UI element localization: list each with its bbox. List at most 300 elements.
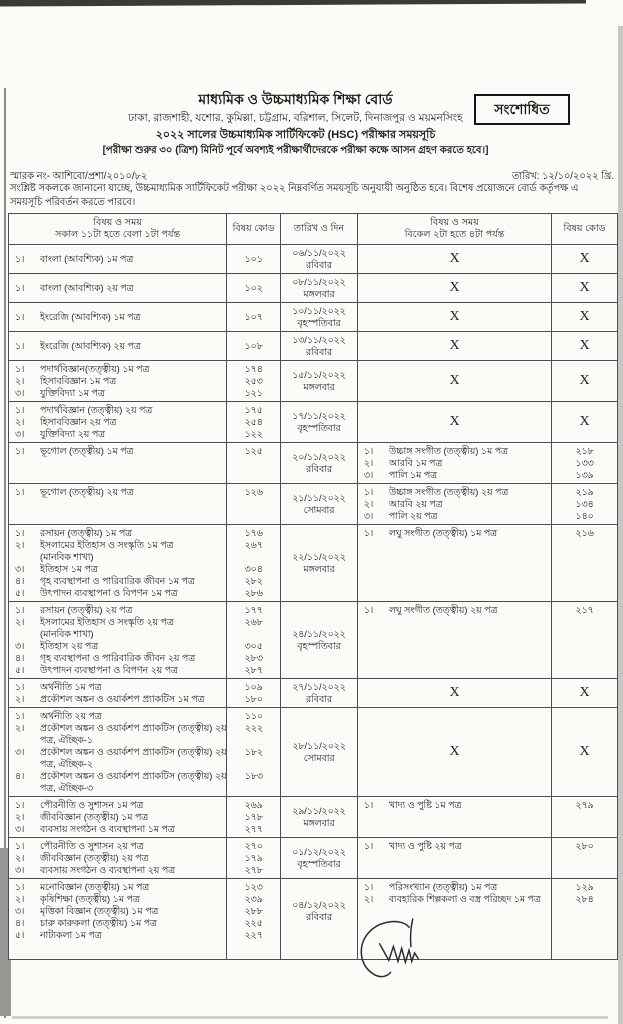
subject-code: ১০৮: [244, 341, 263, 351]
afternoon-subject-cell: [358, 838, 552, 878]
subject-serial: ১।: [15, 528, 25, 538]
morning-code-cell: [227, 879, 281, 959]
subject-serial: ১।: [15, 841, 25, 851]
subject-serial: ২।: [15, 894, 25, 904]
subject-line: উৎপাদন ব্যবস্থাপনা ও বিপণন ১ম পত্র: [40, 588, 178, 598]
subject-lines: [389, 840, 551, 852]
schedule-row: [9, 402, 617, 443]
subject-serial: ৪।: [15, 918, 25, 928]
subject-code: ২৭৯: [575, 800, 594, 810]
subject-item: [9, 416, 226, 428]
subject-code: ১৭৭: [244, 605, 263, 615]
subject-line: ইংরেজি (আবশ্যিক) ১ম পত্র: [40, 312, 141, 322]
subject-lines: [40, 282, 226, 294]
morning-subject-cell: [9, 245, 227, 273]
date-line: রবিবার: [306, 464, 332, 474]
subject-code: ২১৯: [575, 487, 594, 497]
memo-number: স্মারক নং- আশিবো/প্রশা/২০১০/৮২: [10, 171, 148, 182]
subject-code-spacer: [227, 551, 280, 563]
date-cell: [281, 838, 358, 878]
schedule-row: [9, 274, 617, 303]
subject-serial: ৩।: [15, 429, 25, 439]
subject-serial: ১।: [15, 254, 25, 264]
date-line: রবিবার: [306, 260, 332, 270]
subject-line: ইসলামের ইতিহাস ও সংস্কৃতি ২য় পত্র: [40, 617, 174, 627]
subject-item: [9, 840, 226, 852]
no-afternoon-code-mark: X: [579, 251, 590, 266]
subject-item: [358, 469, 551, 481]
date-line: বৃহস্পতিবার: [297, 859, 341, 869]
subject-serial: ৩।: [15, 388, 25, 398]
subject-code: ২৮৬: [244, 588, 263, 598]
date-line: বৃহস্পতিবার: [297, 641, 341, 651]
date-line: ২৪/১১/২০২২: [292, 629, 346, 639]
subject-line: কৃষিশিক্ষা (তত্ত্বীয়) ১ম পত্র: [40, 894, 140, 904]
morning-subject-cell: [9, 708, 227, 796]
afternoon-code-cell: [552, 879, 617, 959]
date-line: ০৮/১১/২০২২: [292, 277, 346, 287]
subject-line: প্রকৌশল অঙ্কন ও ওয়ার্কশপ প্র্যাকটিস (তত্ত্বীয়) ২য়: [40, 723, 227, 733]
subject-line: গৃহ ব্যবস্থাপনা ও পারিবারিক জীবন ২য় পত্র: [40, 653, 196, 663]
date-line: ০৪/১২/২০২২: [292, 900, 346, 910]
subject-line: পৌরনীতি ও সুশাসন ২য় পত্র: [40, 841, 144, 851]
subject-code: ২৬৭: [244, 540, 263, 550]
subject-serial: ১।: [15, 405, 25, 415]
subject-serial: ১।: [15, 364, 25, 374]
header-code-label: বিষয় কোড: [232, 222, 275, 234]
subject-code: ২২৫: [244, 918, 263, 928]
subject-item: [9, 616, 226, 640]
date-cell: [281, 361, 358, 401]
subject-line: অর্থনীতি ২য় পত্র: [40, 711, 102, 721]
subject-code: ১৭৯: [244, 853, 263, 863]
subject-item: [358, 445, 551, 457]
subject-item: [9, 486, 226, 498]
subject-code: ১৮০: [244, 694, 263, 704]
subject-line: জীববিজ্ঞান (তত্ত্বীয়) ২য় পত্র: [40, 853, 149, 863]
morning-subject-cell: [9, 303, 227, 331]
subject-line: হিসাববিজ্ঞান ২য় পত্র: [40, 417, 117, 427]
schedule-row: [9, 797, 617, 838]
scan-edge-top: [0, 0, 586, 7]
no-afternoon-exam-mark: X: [358, 303, 552, 331]
subject-line: পদার্থবিজ্ঞান(তত্ত্বীয়) ১ম পত্র: [40, 364, 150, 374]
no-afternoon-code-mark: X: [579, 338, 590, 353]
subject-lines: [389, 527, 551, 539]
subject-item: [9, 811, 226, 823]
subject-lines: [40, 929, 226, 941]
subject-code: ১২৫: [244, 446, 263, 456]
subject-code-spacer: [227, 782, 280, 794]
date-cell: [281, 708, 358, 796]
date-line: ২৯/১১/২০২২: [292, 806, 346, 816]
morning-code-cell: [227, 303, 281, 331]
subject-line: খাদ্য ও পুষ্টি ২য় পত্র: [388, 841, 462, 851]
schedule-row: [9, 443, 617, 484]
morning-code-cell: [227, 332, 281, 360]
subject-item: [9, 664, 226, 676]
subject-item: [9, 710, 226, 722]
subject-item: [9, 893, 226, 905]
no-afternoon-code-mark: X: [579, 414, 590, 429]
subject-line: মৃত্তিকা বিজ্ঞান (তত্ত্বীয়) ১ম পত্র: [40, 906, 159, 916]
schedule-row: [9, 332, 617, 361]
morning-subject-cell: [9, 525, 227, 601]
subject-line: রসায়ন (তত্ত্বীয়) ১ম পত্র: [40, 528, 132, 538]
subject-line: অর্থনীতি ১ম পত্র: [40, 682, 102, 692]
subject-serial: ২।: [15, 540, 25, 550]
header-afternoon-code: [552, 214, 617, 244]
subject-line: বাংলা (আবশ্যিক) ১ম পত্র: [40, 254, 134, 264]
morning-code-cell: [227, 708, 281, 796]
date-cell: [281, 303, 358, 331]
scan-edge-right: [618, 26, 623, 1024]
subject-serial: ১।: [363, 605, 374, 615]
subject-line: উচ্চাঙ্গ সংগীত (তত্ত্বীয়) ১ম পত্র: [388, 446, 508, 456]
schedule-row: [9, 525, 617, 602]
subject-line: উচ্চাঙ্গ সংগীত (তত্ত্বীয়) ২য় পত্র: [388, 487, 509, 497]
subject-code: ২৮৭: [244, 665, 263, 675]
subject-item: [358, 840, 551, 852]
morning-code-cell: [227, 838, 281, 878]
no-afternoon-exam-mark: X: [358, 245, 552, 273]
subject-code: ২৭৮: [244, 865, 263, 875]
subject-line: ভূগোল (তত্ত্বীয়) ২য় পত্র: [40, 487, 134, 497]
subject-item: [9, 770, 226, 794]
subject-lines: [40, 840, 226, 852]
subject-serial: ১।: [15, 882, 25, 892]
subject-code: ২২২: [244, 723, 263, 733]
subject-serial: ২।: [363, 894, 374, 904]
subject-lines: [40, 387, 226, 399]
morning-subject-cell: [9, 838, 227, 878]
schedule-table-body: [9, 245, 617, 959]
morning-code-cell: [227, 602, 281, 678]
subject-code: ১০৭: [244, 312, 263, 322]
afternoon-code-cell: [552, 602, 617, 678]
subject-lines: [389, 881, 551, 893]
morning-code-cell: [227, 484, 281, 524]
exam-schedule-table: [8, 213, 618, 960]
subject-code: ২১৭: [575, 605, 594, 615]
subject-item: [358, 604, 551, 616]
subject-lines: [40, 445, 226, 457]
afternoon-code-cell: [552, 797, 617, 837]
subject-serial: ১।: [363, 882, 374, 892]
subject-code: ১৭৬: [244, 528, 263, 538]
schedule-row: [9, 361, 617, 402]
no-afternoon-exam-mark: X: [358, 708, 552, 796]
afternoon-code-cell: [552, 838, 617, 878]
subject-lines: [40, 575, 226, 587]
schedule-row: [9, 303, 617, 332]
date-line: সোমবার: [303, 505, 335, 515]
date-line: বৃহস্পতিবার: [297, 318, 341, 328]
subject-line: আরবি ১ম পত্র: [388, 458, 443, 468]
no-afternoon-exam-mark: X: [358, 679, 552, 707]
schedule-row: [9, 708, 617, 797]
afternoon-code-cell: [552, 484, 617, 524]
subject-item: [9, 363, 226, 375]
afternoon-subject-cell: [358, 525, 552, 601]
header-subject-time-label: বিষয় ও সময়: [430, 216, 479, 228]
subject-item: [9, 253, 226, 265]
subject-item: [9, 340, 226, 352]
date-line: ২৭/১১/২০২২: [292, 682, 346, 692]
date-line: ১৫/১১/২০২২: [292, 370, 346, 380]
header-afternoon-subject: [358, 214, 552, 244]
subject-code: ২৮৩: [244, 653, 263, 663]
afternoon-code-cell: [552, 443, 617, 483]
morning-subject-cell: [9, 484, 227, 524]
subject-code: ১০১: [244, 254, 263, 264]
subject-lines: [40, 746, 226, 770]
date-line: ২০/১১/২০২২: [292, 452, 346, 462]
subject-serial: ৪।: [15, 653, 25, 663]
subject-serial: ১।: [363, 841, 374, 851]
subject-line: ইংরেজি (আবশ্যিক) ২য় পত্র: [40, 341, 141, 351]
subject-code: ১১০: [244, 711, 263, 721]
subject-item: [9, 722, 226, 746]
board-regions: ঢাকা, রাজশাহী, যশোর, কুমিল্লা, চট্টগ্রাম, বরিশাল, সিলেট, দিনাজপুর ও ময়মনসিংহ: [128, 111, 463, 124]
subject-code: ২৬৮: [244, 617, 263, 627]
no-afternoon-code-mark: X: [579, 280, 590, 295]
subject-code-spacer: [227, 628, 280, 640]
memo-date: তারিখ: ১২/১০/২০২২ খ্রি.: [511, 171, 614, 182]
subject-serial: ১।: [15, 605, 25, 615]
date-line: ০৬/১১/২০২২: [292, 248, 346, 258]
subject-item: [9, 640, 226, 652]
subject-serial: ১।: [15, 341, 25, 351]
subject-code-spacer: [227, 758, 280, 770]
subject-serial: ৪।: [15, 771, 25, 781]
morning-subject-cell: [9, 679, 227, 707]
morning-subject-cell: [9, 879, 227, 959]
subject-serial: ২।: [15, 812, 25, 822]
subject-serial: ৩।: [363, 470, 374, 480]
subject-line: নাট্যকলা ১ম পত্র: [40, 930, 102, 940]
subject-code: ৩০৫: [244, 641, 263, 651]
subject-item: [9, 282, 226, 294]
subject-item: [358, 498, 551, 510]
subject-lines: [40, 428, 226, 440]
subject-item: [9, 445, 226, 457]
date-line: রবিবার: [306, 912, 332, 922]
subject-lines: [40, 539, 226, 563]
subject-line: প্রকৌশল অঙ্কন ও ওয়ার্কশপ প্র্যাকটিস ১ম পত্র: [40, 694, 205, 704]
subject-line: পৌরনীতি ও সুশাসন ১ম পত্র: [40, 800, 144, 810]
subject-serial: ৩।: [15, 641, 25, 651]
subject-line: মনোবিজ্ঞান (তত্ত্বীয়) ১ম পত্র: [40, 882, 150, 892]
subject-item: [9, 693, 226, 705]
morning-code-cell: [227, 443, 281, 483]
subject-line: পত্র, ঐচ্ছিক-২: [40, 759, 93, 769]
subject-lines: [389, 604, 551, 616]
subject-item: [9, 864, 226, 876]
no-afternoon-code-mark: X: [579, 309, 590, 324]
subject-code: ১৮৩: [244, 771, 263, 781]
subject-serial: ৩।: [15, 906, 25, 916]
morning-code-cell: [227, 245, 281, 273]
morning-subject-cell: [9, 332, 227, 360]
subject-lines: [389, 510, 551, 522]
subject-serial: ৩।: [15, 865, 25, 875]
date-line: মঙ্গলবার: [303, 382, 335, 392]
date-line: মঙ্গলবার: [303, 564, 335, 574]
subject-line: পদার্থবিজ্ঞান (তত্ত্বীয়) ২য় পত্র: [40, 405, 153, 415]
subject-line: প্রকৌশল অঙ্কন ও ওয়ার্কশপ প্র্যাকটিস (তত্ত্বীয়) ২য়: [40, 771, 227, 781]
subject-serial: ৫।: [15, 588, 25, 598]
date-cell: [281, 402, 358, 442]
subject-serial: ১।: [15, 711, 25, 721]
date-line: ২৮/১১/২০২২: [292, 741, 346, 751]
subject-serial: ২।: [15, 694, 25, 704]
subject-code: ৩০৪: [244, 564, 263, 574]
subject-line: রসায়ন (তত্ত্বীয়) ২য় পত্র: [40, 605, 133, 615]
subject-code: ২৭৭: [244, 824, 263, 834]
signature: [352, 916, 444, 990]
subject-lines: [40, 893, 226, 905]
subject-line: লঘু সংগীত (তত্ত্বীয়) ১ম পত্র: [388, 528, 497, 538]
subject-lines: [389, 469, 551, 481]
subject-item: [358, 510, 551, 522]
scan-edge-bottom: [12, 1016, 608, 1019]
board-title: মাধ্যমিক ও উচ্চমাধ্যমিক শিক্ষা বোর্ড: [198, 91, 393, 107]
subject-lines: [40, 652, 226, 664]
subject-line: খাদ্য ও পুষ্টি ১ম পত্র: [388, 800, 462, 810]
no-afternoon-exam-mark: X: [358, 332, 552, 360]
subject-lines: [40, 917, 226, 929]
subject-lines: [40, 905, 226, 917]
header-code-label: বিষয় কোড: [563, 222, 606, 234]
subject-item: [9, 404, 226, 416]
subject-code: ১৪০: [575, 511, 594, 521]
subject-code: ১৮২: [244, 747, 263, 757]
subject-item: [9, 917, 226, 929]
subject-item: [9, 387, 226, 399]
subject-serial: ১।: [15, 487, 25, 497]
subject-serial: ৩।: [15, 824, 25, 834]
subject-line: ব্যবহারিক শিল্পকলা ও বস্ত্র পরিচ্ছদ ১ম পত্র: [388, 894, 541, 904]
subject-code: ২১৮: [575, 446, 594, 456]
subject-code: ১০৯: [244, 682, 263, 692]
subject-lines: [40, 375, 226, 387]
header-date-day: [281, 214, 358, 244]
subject-item: [358, 799, 551, 811]
subject-line: (মানবিক শাখা): [40, 552, 94, 562]
subject-code: ১৩৩: [575, 458, 594, 468]
no-afternoon-exam-mark: X: [358, 274, 552, 302]
afternoon-subject-cell: [358, 484, 552, 524]
subject-code: ২৩৯: [244, 894, 263, 904]
subject-line: (মানবিক শাখা): [40, 629, 94, 639]
subject-line: ইসলামের ইতিহাস ও সংস্কৃতি ১ম পত্র: [40, 540, 174, 550]
subject-line: পালি ১ম পত্র: [388, 470, 437, 480]
subject-lines: [40, 527, 226, 539]
date-cell: [281, 443, 358, 483]
subject-serial: ২।: [15, 853, 25, 863]
date-line: ১০/১১/২০২২: [292, 306, 346, 316]
morning-subject-cell: [9, 274, 227, 302]
date-line: রবিবার: [306, 694, 332, 704]
subject-lines: [40, 664, 226, 676]
date-line: মঙ্গলবার: [303, 289, 335, 299]
subject-lines: [40, 340, 226, 352]
subject-item: [9, 746, 226, 770]
subject-item: [9, 563, 226, 575]
date-line: মঙ্গলবার: [303, 818, 335, 828]
subject-serial: ২।: [15, 376, 25, 386]
subject-line: ভূগোল (তত্ত্বীয়) ১ম পত্র: [40, 446, 134, 456]
morning-code-cell: [227, 274, 281, 302]
subject-lines: [40, 311, 226, 323]
subject-code: ১৩৪: [575, 499, 594, 509]
subject-lines: [40, 416, 226, 428]
subject-code: ২১৬: [575, 528, 594, 538]
subject-serial: ১।: [363, 800, 374, 810]
subject-lines: [389, 893, 551, 905]
morning-code-cell: [227, 797, 281, 837]
revised-badge-label: সংশোধিত: [494, 100, 550, 117]
subject-lines: [40, 770, 226, 794]
date-cell: [281, 679, 358, 707]
subject-lines: [389, 486, 551, 498]
morning-subject-cell: [9, 361, 227, 401]
subject-item: [358, 486, 551, 498]
header-date-day-label: তারিখ ও দিন: [293, 222, 345, 234]
subject-serial: ৫।: [15, 665, 25, 675]
header-morning-code: [227, 214, 281, 244]
subject-serial: ৩।: [15, 564, 25, 574]
subject-serial: ১।: [363, 528, 374, 538]
morning-code-cell: [227, 525, 281, 601]
subject-lines: [40, 811, 226, 823]
date-line: বৃহস্পতিবার: [297, 423, 341, 433]
schedule-row: [9, 838, 617, 879]
date-line: ২১/১১/২০২২: [292, 493, 346, 503]
subject-lines: [40, 852, 226, 864]
subject-serial: ১।: [15, 800, 25, 810]
subject-item: [9, 587, 226, 599]
no-afternoon-code-mark: X: [579, 685, 590, 700]
subject-item: [358, 881, 551, 893]
subject-serial: ২।: [15, 417, 25, 427]
subject-serial: ২।: [15, 617, 25, 627]
date-cell: [281, 332, 358, 360]
subject-line: লঘু সংগীত (তত্ত্বীয়) ২য় পত্র: [388, 605, 498, 615]
subject-item: [9, 799, 226, 811]
subject-item: [358, 457, 551, 469]
afternoon-subject-cell: [358, 797, 552, 837]
subject-serial: ৩।: [363, 511, 374, 521]
subject-line: ইতিহাস ১ম পত্র: [40, 564, 98, 574]
subject-serial: ১।: [363, 487, 374, 497]
subject-lines: [40, 604, 226, 616]
subject-serial: ১।: [15, 312, 25, 322]
exam-schedule-title: ২০২২ সালের উচ্চমাধ্যমিক সার্টিফিকেট (HSC) পরীক্ষার সময়সূচি: [155, 128, 436, 141]
date-cell: [281, 879, 358, 959]
subject-code: ১২৬: [244, 487, 263, 497]
date-cell: [281, 602, 358, 678]
subject-lines: [40, 616, 226, 640]
subject-lines: [40, 563, 226, 575]
date-line: রবিবার: [306, 347, 332, 357]
subject-lines: [40, 823, 226, 835]
subject-line: পালি ২য় পত্র: [388, 511, 438, 521]
morning-code-cell: [227, 402, 281, 442]
subject-line: উৎপাদন ব্যবস্থাপনা ও বিপণন ২য় পত্র: [40, 665, 178, 675]
subject-item: [358, 893, 551, 905]
